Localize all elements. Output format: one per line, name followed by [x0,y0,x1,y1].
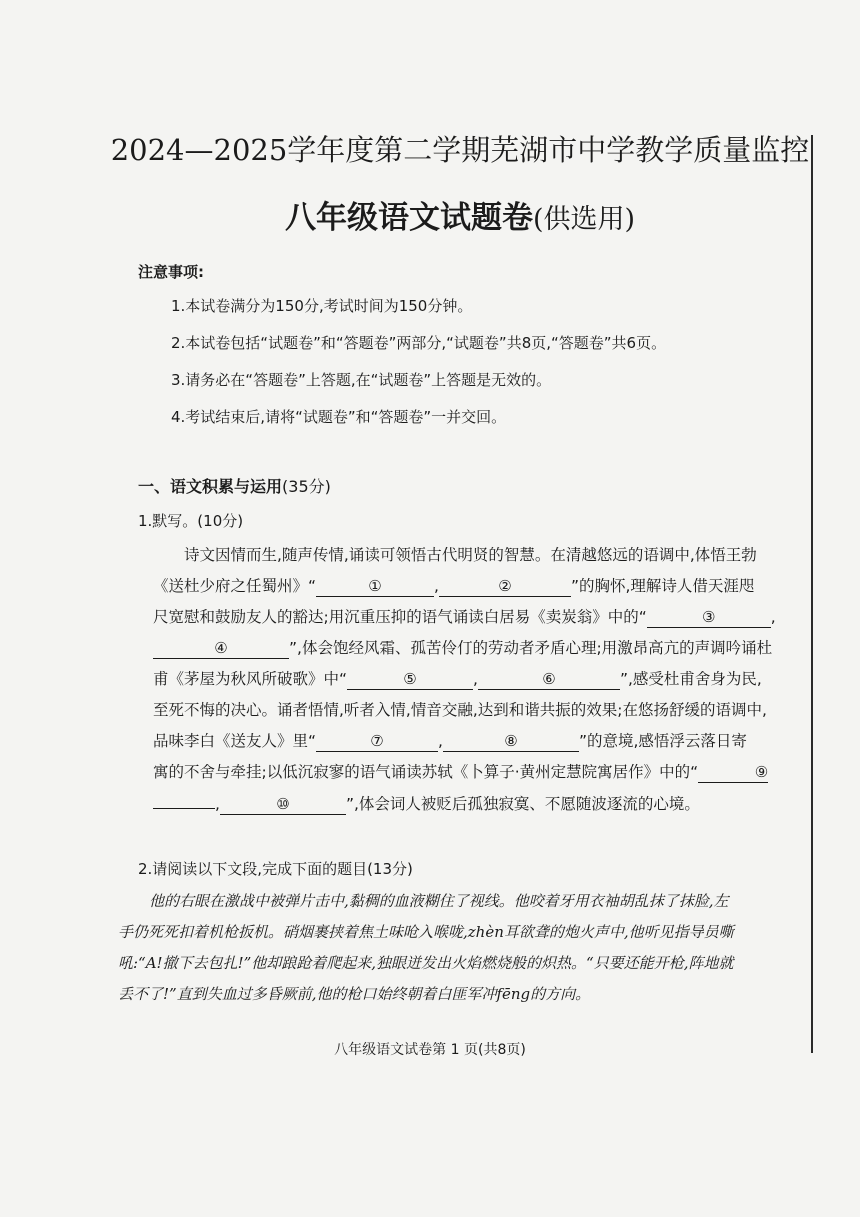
notice-heading: 注意事项: [138,263,204,281]
section-title: 一、语文积累与运用 [138,477,283,496]
story-line: 手仍死死扣着机枪扳机。硝烟裹挟着焦土味呛入喉咙,zhèn耳欲聋的炮火声中,他听见指导员嘶 [118,923,734,941]
fill-blank-1[interactable]: ① [316,576,434,597]
fill-blank-6[interactable]: ⑥ [478,669,620,690]
fill-blank-4[interactable]: ④ [153,638,289,659]
fill-blank-9-cont[interactable] [153,788,215,809]
story-line: 吼:“A!撤下去包扎!”他却踉跄着爬起来,独眼迸发出火焰燃烧般的炽热。“只要还能开枪,阵地就 [118,954,734,972]
passage-text: ”的意境,感悟浮云落日寄 [578,732,747,750]
fill-blank-5[interactable]: ⑤ [347,669,473,690]
notice-item: 1.本试卷满分为150分,考试时间为150分钟。 [171,297,473,315]
notice-item: 4.考试结束后,请将“试题卷”和“答题卷”一并交回。 [171,408,507,426]
exam-subtitle [100,192,820,237]
fill-blank-10[interactable]: ⑩ [220,794,346,815]
passage-text: , [438,732,443,750]
passage-text: 尺宽慰和鼓励友人的豁达;用沉重压抑的语气诵读白居易《卖炭翁》中的“ [153,608,647,626]
passage-text: 寓的不舍与牵挂;以低沉寂寥的语气诵读苏轼《卜算子·黄州定慧院寓居作》中的“ [153,763,699,781]
passage-line: 至死不悔的决心。诵者悟情,听者入情,情音交融,达到和谐共振的效果;在悠扬舒缓的语调中, [153,701,767,719]
passage-line [153,633,798,664]
passage-line [153,571,798,602]
notice-item: 3.请务必在“答题卷”上答题,在“试题卷”上答题是无效的。 [171,371,552,389]
passage-line [153,757,798,788]
fill-blank-7[interactable]: ⑦ [316,731,438,752]
question-1-heading: 1.默写。(10分) [138,512,244,530]
passage-line [153,602,798,633]
passage-text: , [434,577,439,595]
story-line: 丢不了!”直到失血过多昏厥前,他的枪口始终朝着白匪军冲fēng的方向。 [118,985,591,1003]
passage-text: ”,体会词人被贬后孤独寂寞、不愿随波逐流的心境。 [345,795,700,813]
passage-text: , [215,795,220,813]
subtitle-note: (供选用) [532,204,636,235]
page-footer: 八年级语文试卷第 1 页(共8页) [334,1042,526,1058]
notice-item: 2.本试卷包括“试题卷”和“答题卷”两部分,“试题卷”共8页,“答题卷”共6页。 [171,334,667,352]
passage-line [153,664,798,695]
passage-text: 《送杜少府之任蜀州》“ [153,577,317,595]
passage-text: ”的胸怀,理解诗人借天涯咫 [570,577,755,595]
passage-text: , [473,670,478,688]
binding-margin-line [811,135,813,1053]
fill-blank-2[interactable]: ② [439,576,571,597]
passage-line [153,788,798,819]
question-2-passage [118,886,808,1010]
section-points: (35分) [282,477,331,496]
story-line: 他的右眼在激战中被弹片击中,黏稠的血液糊住了视线。他咬着牙用衣袖胡乱抹了抹脸,左 [149,892,729,910]
subtitle-main: 八年级语文试题卷 [284,200,533,236]
passage-text: ”,体会饱经风霜、孤苦伶仃的劳动者矛盾心理;用激昂高亢的声调吟诵杜 [289,639,773,657]
passage-text: , [770,608,776,626]
question-2-heading: 2.请阅读以下文段,完成下面的题目(13分) [138,860,413,878]
passage-text: 甫《茅屋为秋风所破歌》中“ [153,670,348,688]
passage-text: 品味李白《送友人》里“ [153,732,317,750]
fill-blank-3[interactable]: ③ [647,607,771,628]
section-heading [138,474,331,497]
question-1-passage [153,540,798,819]
passage-line: 诗文因情而生,随声传情,诵读可领悟古代明贤的智慧。在清越悠远的语调中,体悟王勃 [184,546,757,564]
passage-line [153,726,798,757]
fill-blank-9[interactable]: ⑨ [698,762,768,783]
exam-title: 2024—2025学年度第二学期芜湖市中学教学质量监控 [110,133,810,167]
fill-blank-8[interactable]: ⑧ [443,731,579,752]
passage-text: ”,感受杜甫舍身为民, [619,670,762,688]
